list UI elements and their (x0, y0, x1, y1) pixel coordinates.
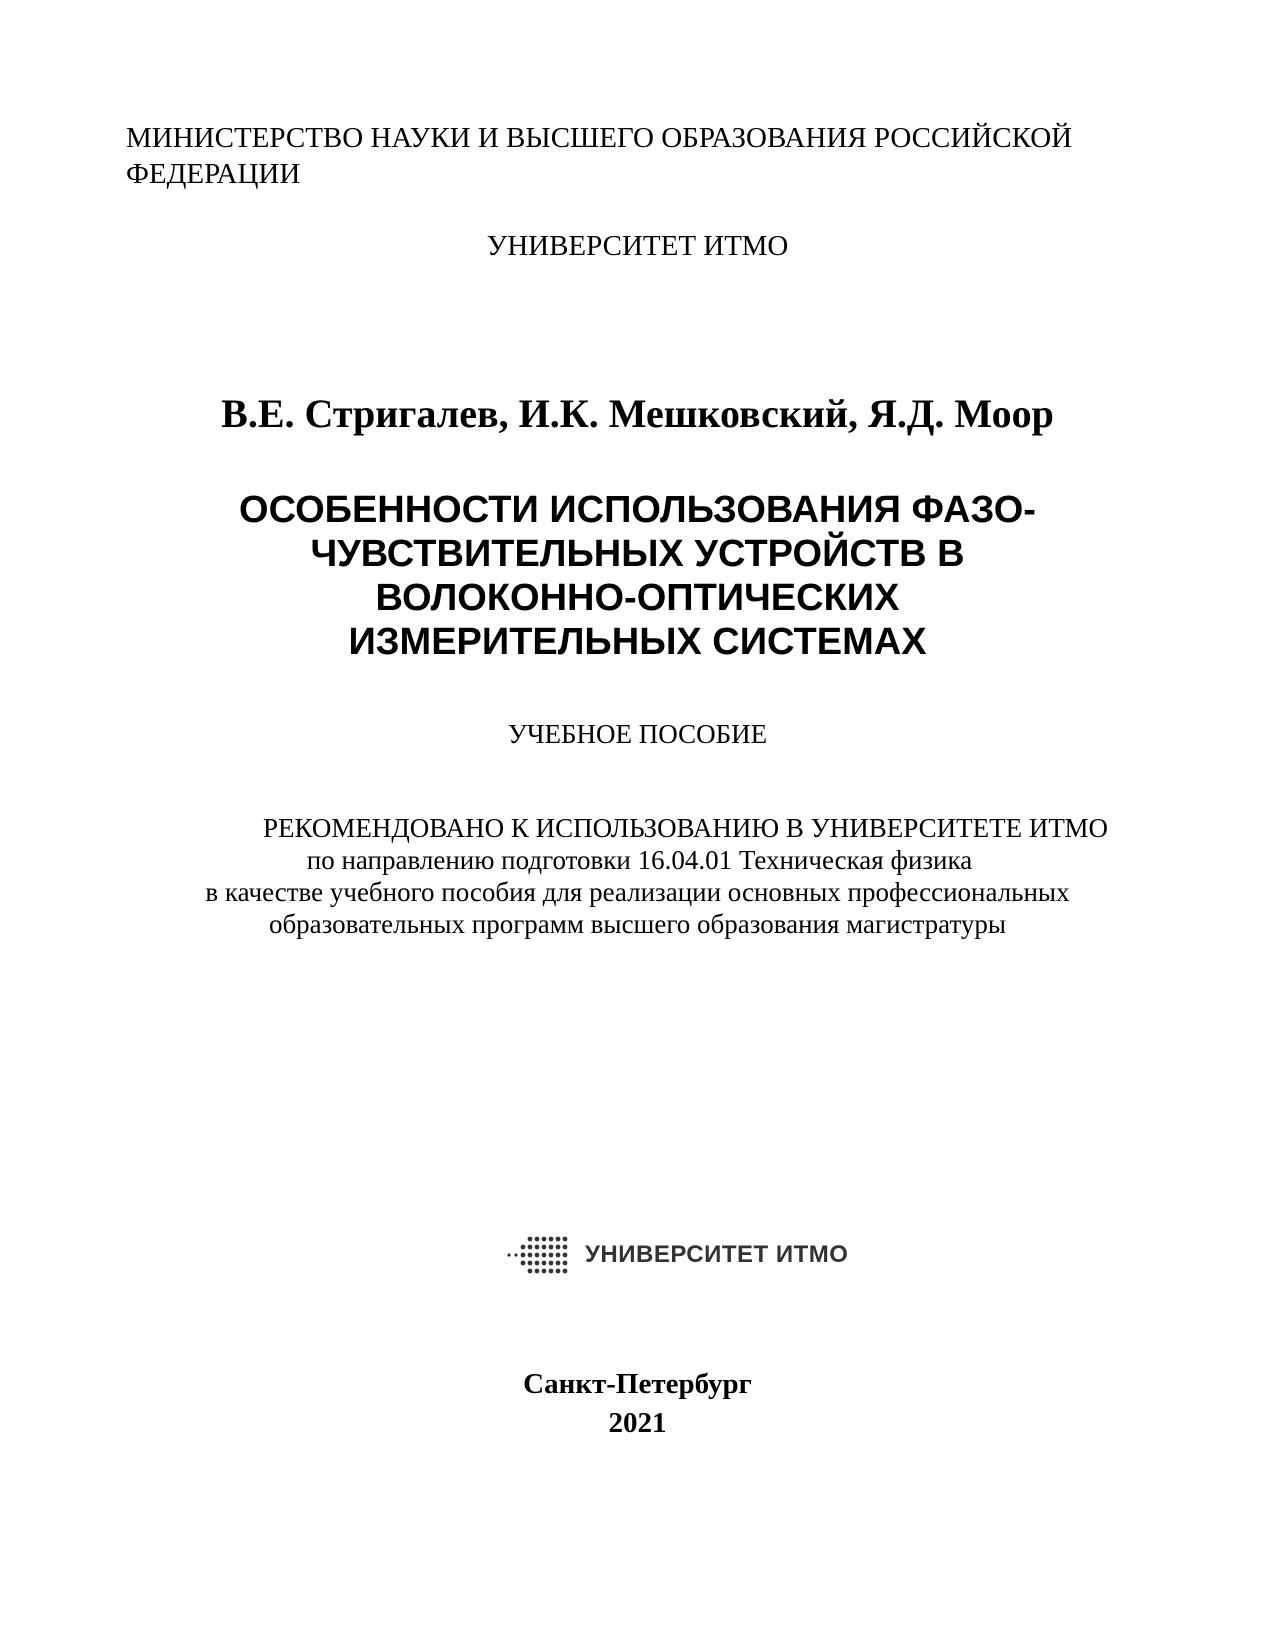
title-line-4: ИЗМЕРИТЕЛЬНЫХ СИСТЕМАХ (348, 621, 927, 663)
recommendation-line-3: в качестве учебного пособия для реализации основных профессиональных (205, 877, 1070, 907)
recommendation-line-2: по направлению подготовки 16.04.01 Техническая физика (306, 845, 973, 875)
ministry-line-2: ФЕДЕРАЦИИ (126, 158, 301, 190)
publication-city: Санкт-Петербург (523, 1368, 752, 1400)
book-title (120, 488, 1155, 664)
university-logo (505, 1232, 848, 1278)
recommendation-line-4: образовательных программ высшего образования магистратуры (268, 909, 1007, 939)
title-line-3: ВОЛОКОННО-ОПТИЧЕСКИХ (375, 577, 900, 619)
ministry-line-1: МИНИСТЕРСТВО НАУКИ И ВЫСШЕГО ОБРАЗОВАНИЯ РОССИЙСКОЙ (126, 122, 1073, 154)
publication-year: 2021 (608, 1407, 667, 1439)
itmo-dots-logo-icon (505, 1235, 569, 1275)
recommendation-block (0, 812, 1275, 940)
title-line-1: ОСОБЕННОСТИ ИСПОЛЬЗОВАНИЯ ФАЗО- (239, 489, 1036, 531)
authors: В.Е. Стригалев, И.К. Мешковский, Я.Д. Моор (221, 391, 1054, 436)
ministry-header (126, 120, 1126, 192)
recommendation-line-1: РЕКОМЕНДОВАНО К ИСПОЛЬЗОВАНИЮ В УНИВЕРСИТЕТЕ ИТМО (263, 813, 1108, 843)
university-name: УНИВЕРСИТЕТ ИТМО (486, 230, 789, 262)
logo-text: УНИВЕРСИТЕТ ИТМО (585, 1241, 849, 1268)
title-line-2: ЧУВСТВИТЕЛЬНЫХ УСТРОЙСТВ В (310, 533, 965, 575)
book-subtitle: УЧЕБНОЕ ПОСОБИЕ (507, 719, 768, 749)
